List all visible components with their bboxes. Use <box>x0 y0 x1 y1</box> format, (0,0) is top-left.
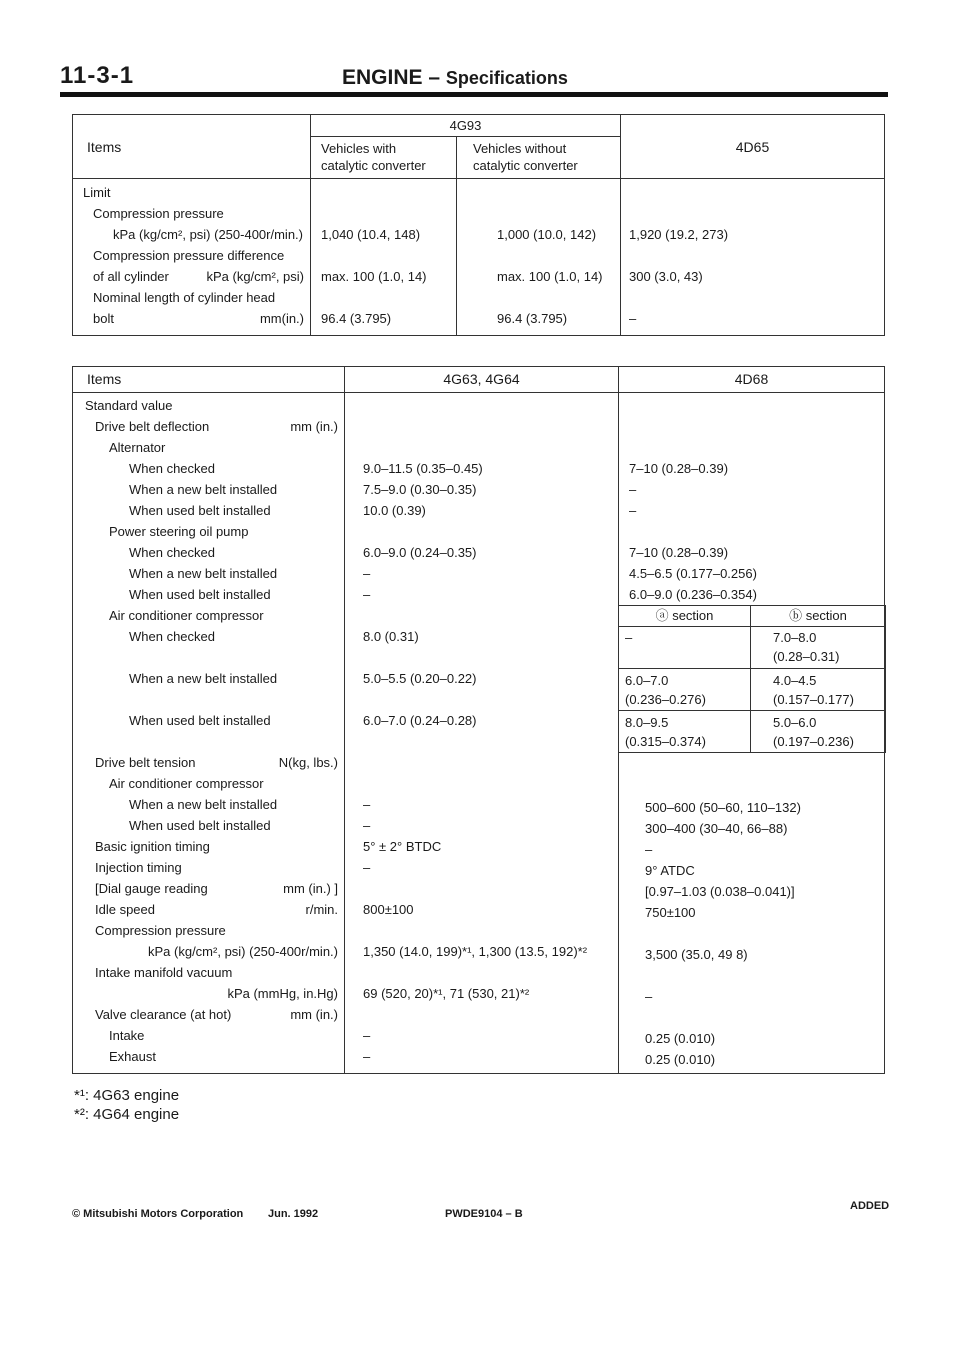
copyright: © Mitsubishi Motors Corporation <box>72 1208 244 1220</box>
items-column <box>73 179 311 336</box>
value-cell: 300–400 (30–40, 66–88) <box>645 821 788 836</box>
item-label: When used belt installed <box>129 818 271 833</box>
item-label: Alternator <box>109 440 166 455</box>
value-cell: 69 (520, 20)*¹, 71 (530, 21)*² <box>363 986 530 1001</box>
value-cell: 6.0–7.0 (0.24–0.28) <box>363 713 477 728</box>
item-label: When used belt installed <box>129 587 271 602</box>
value-cell: 1,000 (10.0, 142) <box>497 227 597 242</box>
value-cell: 750±100 <box>645 905 696 920</box>
value-cell: 8.0 (0.31) <box>363 629 419 644</box>
item-label: Air conditioner compressor <box>109 608 264 623</box>
value-cell: 5° ± 2° BTDC <box>363 839 442 854</box>
items-column <box>73 393 345 1074</box>
unit-label: kPa (kg/cm², psi) (250-400r/min.) <box>148 944 338 959</box>
item-label: Compression pressure difference <box>93 248 285 263</box>
items-header: Items <box>73 115 311 179</box>
value-cell: 9° ATDC <box>645 863 695 878</box>
item-label: Intake <box>109 1028 145 1043</box>
value-cell: 1,920 (19.2, 273) <box>629 227 729 242</box>
value-cell: 0.25 (0.010) <box>645 1031 716 1046</box>
engine-4g63-4g64-header: 4G63, 4G64 <box>345 367 619 393</box>
value-cell: 5.0–5.5 (0.20–0.22) <box>363 671 477 686</box>
value-cell: – <box>363 566 371 581</box>
value-cell: 96.4 (3.795) <box>321 311 392 326</box>
standard-value-table <box>72 366 885 1074</box>
item-label: Basic ignition timing <box>95 839 210 854</box>
item-row: Drive belt deflection mm (in.) <box>95 419 338 434</box>
value-cell: 800±100 <box>363 902 414 917</box>
section-b-header: ⓑ section <box>751 606 886 627</box>
item-label: When used belt installed <box>129 503 271 518</box>
unit-label: kPa (mmHg, in.Hg) <box>227 986 338 1001</box>
item-row: [Dial gauge reading mm (in.) ] <box>95 881 338 896</box>
value-cell: 96.4 (3.795) <box>497 311 568 326</box>
item-label: When a new belt installed <box>129 566 278 581</box>
value-cell: – <box>629 503 637 518</box>
with-catalytic-values <box>311 179 457 336</box>
item-label: When used belt installed <box>129 713 271 728</box>
item-label: When a new belt installed <box>129 482 278 497</box>
page-header <box>60 60 890 92</box>
value-cell: – <box>363 1049 371 1064</box>
item-label: Standard value <box>85 398 173 413</box>
items-header: Items <box>73 367 345 393</box>
item-row: Valve clearance (at hot) mm (in.) <box>95 1007 338 1022</box>
value-cell: max. 100 (1.0, 14) <box>497 269 603 284</box>
value-cell: 7.0–8.0 (0.28–0.31) <box>751 627 886 669</box>
engine-4d68-values <box>619 393 885 1074</box>
value-cell: 6.0–7.0 (0.236–0.276) <box>619 669 751 711</box>
without-catalytic-header: Vehicles without catalytic converter <box>457 137 621 179</box>
section-a-header: ⓐ section <box>619 606 751 627</box>
item-label: When a new belt installed <box>129 671 278 686</box>
value-cell: – <box>363 818 371 833</box>
page-title: ENGINE – Specifications <box>342 66 568 89</box>
item-row: Drive belt tension N(kg, lbs.) <box>95 755 338 770</box>
value-cell: 8.0–9.5 (0.315–0.374) <box>619 711 751 753</box>
value-cell: – <box>619 627 751 669</box>
header-rule <box>60 92 888 97</box>
item-label: Intake manifold vacuum <box>95 965 233 980</box>
item-row: of all cylinder kPa (kg/cm², psi) <box>93 269 304 284</box>
ac-compressor-section-table <box>618 605 886 753</box>
value-cell: 4.0–4.5 (0.157–0.177) <box>751 669 886 711</box>
value-cell: 7–10 (0.28–0.39) <box>629 461 729 476</box>
item-label: Nominal length of cylinder head <box>93 290 276 305</box>
with-catalytic-header: Vehicles with catalytic converter <box>311 137 457 179</box>
value-cell: 300 (3.0, 43) <box>629 269 703 284</box>
value-cell: 3,500 (35.0, 49 8) <box>645 947 748 962</box>
added-stamp: ADDED <box>850 1200 890 1212</box>
compression-limit-table <box>72 114 885 336</box>
value-cell: 9.0–11.5 (0.35–0.45) <box>363 461 483 476</box>
item-row: Idle speed r/min. <box>95 902 338 917</box>
value-cell: – <box>645 989 653 1004</box>
value-cell: – <box>363 860 371 875</box>
engine-4d65-values <box>621 179 885 336</box>
engine-4d65-header: 4D65 <box>621 115 885 179</box>
value-cell: 7–10 (0.28–0.39) <box>629 545 729 560</box>
value-cell: 4.5–6.5 (0.177–0.256) <box>629 566 757 581</box>
item-label: Air conditioner compressor <box>109 776 264 791</box>
without-catalytic-values <box>457 179 621 336</box>
item-label: When checked <box>129 461 215 476</box>
footnote-4g63: *¹: 4G63 engine <box>74 1087 180 1104</box>
engine-4g-values <box>345 393 619 1074</box>
publication-date: Jun. 1992 <box>268 1208 319 1220</box>
value-cell: 5.0–6.0 (0.197–0.236) <box>751 711 886 753</box>
footnote-4g64: *²: 4G64 engine <box>74 1106 180 1123</box>
item-label: Power steering oil pump <box>109 524 249 539</box>
value-cell: 1,040 (10.4, 148) <box>321 227 421 242</box>
value-cell: max. 100 (1.0, 14) <box>321 269 427 284</box>
document-code: PWDE9104 – B <box>445 1208 523 1220</box>
value-cell: [0.97–1.03 (0.038–0.041)] <box>645 884 795 899</box>
value-cell: 7.5–9.0 (0.30–0.35) <box>363 482 477 497</box>
value-cell: 6.0–9.0 (0.24–0.35) <box>363 545 477 560</box>
value-cell: – <box>645 842 653 857</box>
value-cell: – <box>363 797 371 812</box>
item-label: Compression pressure <box>95 923 226 938</box>
engine-4d68-header: 4D68 <box>619 367 885 393</box>
value-cell: – <box>629 482 637 497</box>
item-row: bolt mm(in.) <box>93 311 304 326</box>
limit-label: Limit <box>83 185 111 200</box>
page-number: 11-3-1 <box>60 62 135 89</box>
value-cell: – <box>363 587 371 602</box>
item-label: Exhaust <box>109 1049 156 1064</box>
item-label: When checked <box>129 545 215 560</box>
value-cell: 500–600 (50–60, 110–132) <box>645 800 801 815</box>
item-label: When checked <box>129 629 215 644</box>
engine-4g93-header: 4G93 <box>311 115 621 137</box>
value-cell: – <box>629 311 637 326</box>
value-cell: 0.25 (0.010) <box>645 1052 716 1067</box>
value-cell: 10.0 (0.39) <box>363 503 426 518</box>
item-label: When a new belt installed <box>129 797 278 812</box>
value-cell: – <box>363 1028 371 1043</box>
value-cell: 6.0–9.0 (0.236–0.354) <box>629 587 757 602</box>
value-cell: 1,350 (14.0, 199)*¹, 1,300 (13.5, 192)*² <box>363 944 588 959</box>
item-label: Compression pressure <box>93 206 224 221</box>
unit-label: kPa (kg/cm², psi) (250-400r/min.) <box>113 227 303 242</box>
item-label: Injection timing <box>95 860 182 875</box>
